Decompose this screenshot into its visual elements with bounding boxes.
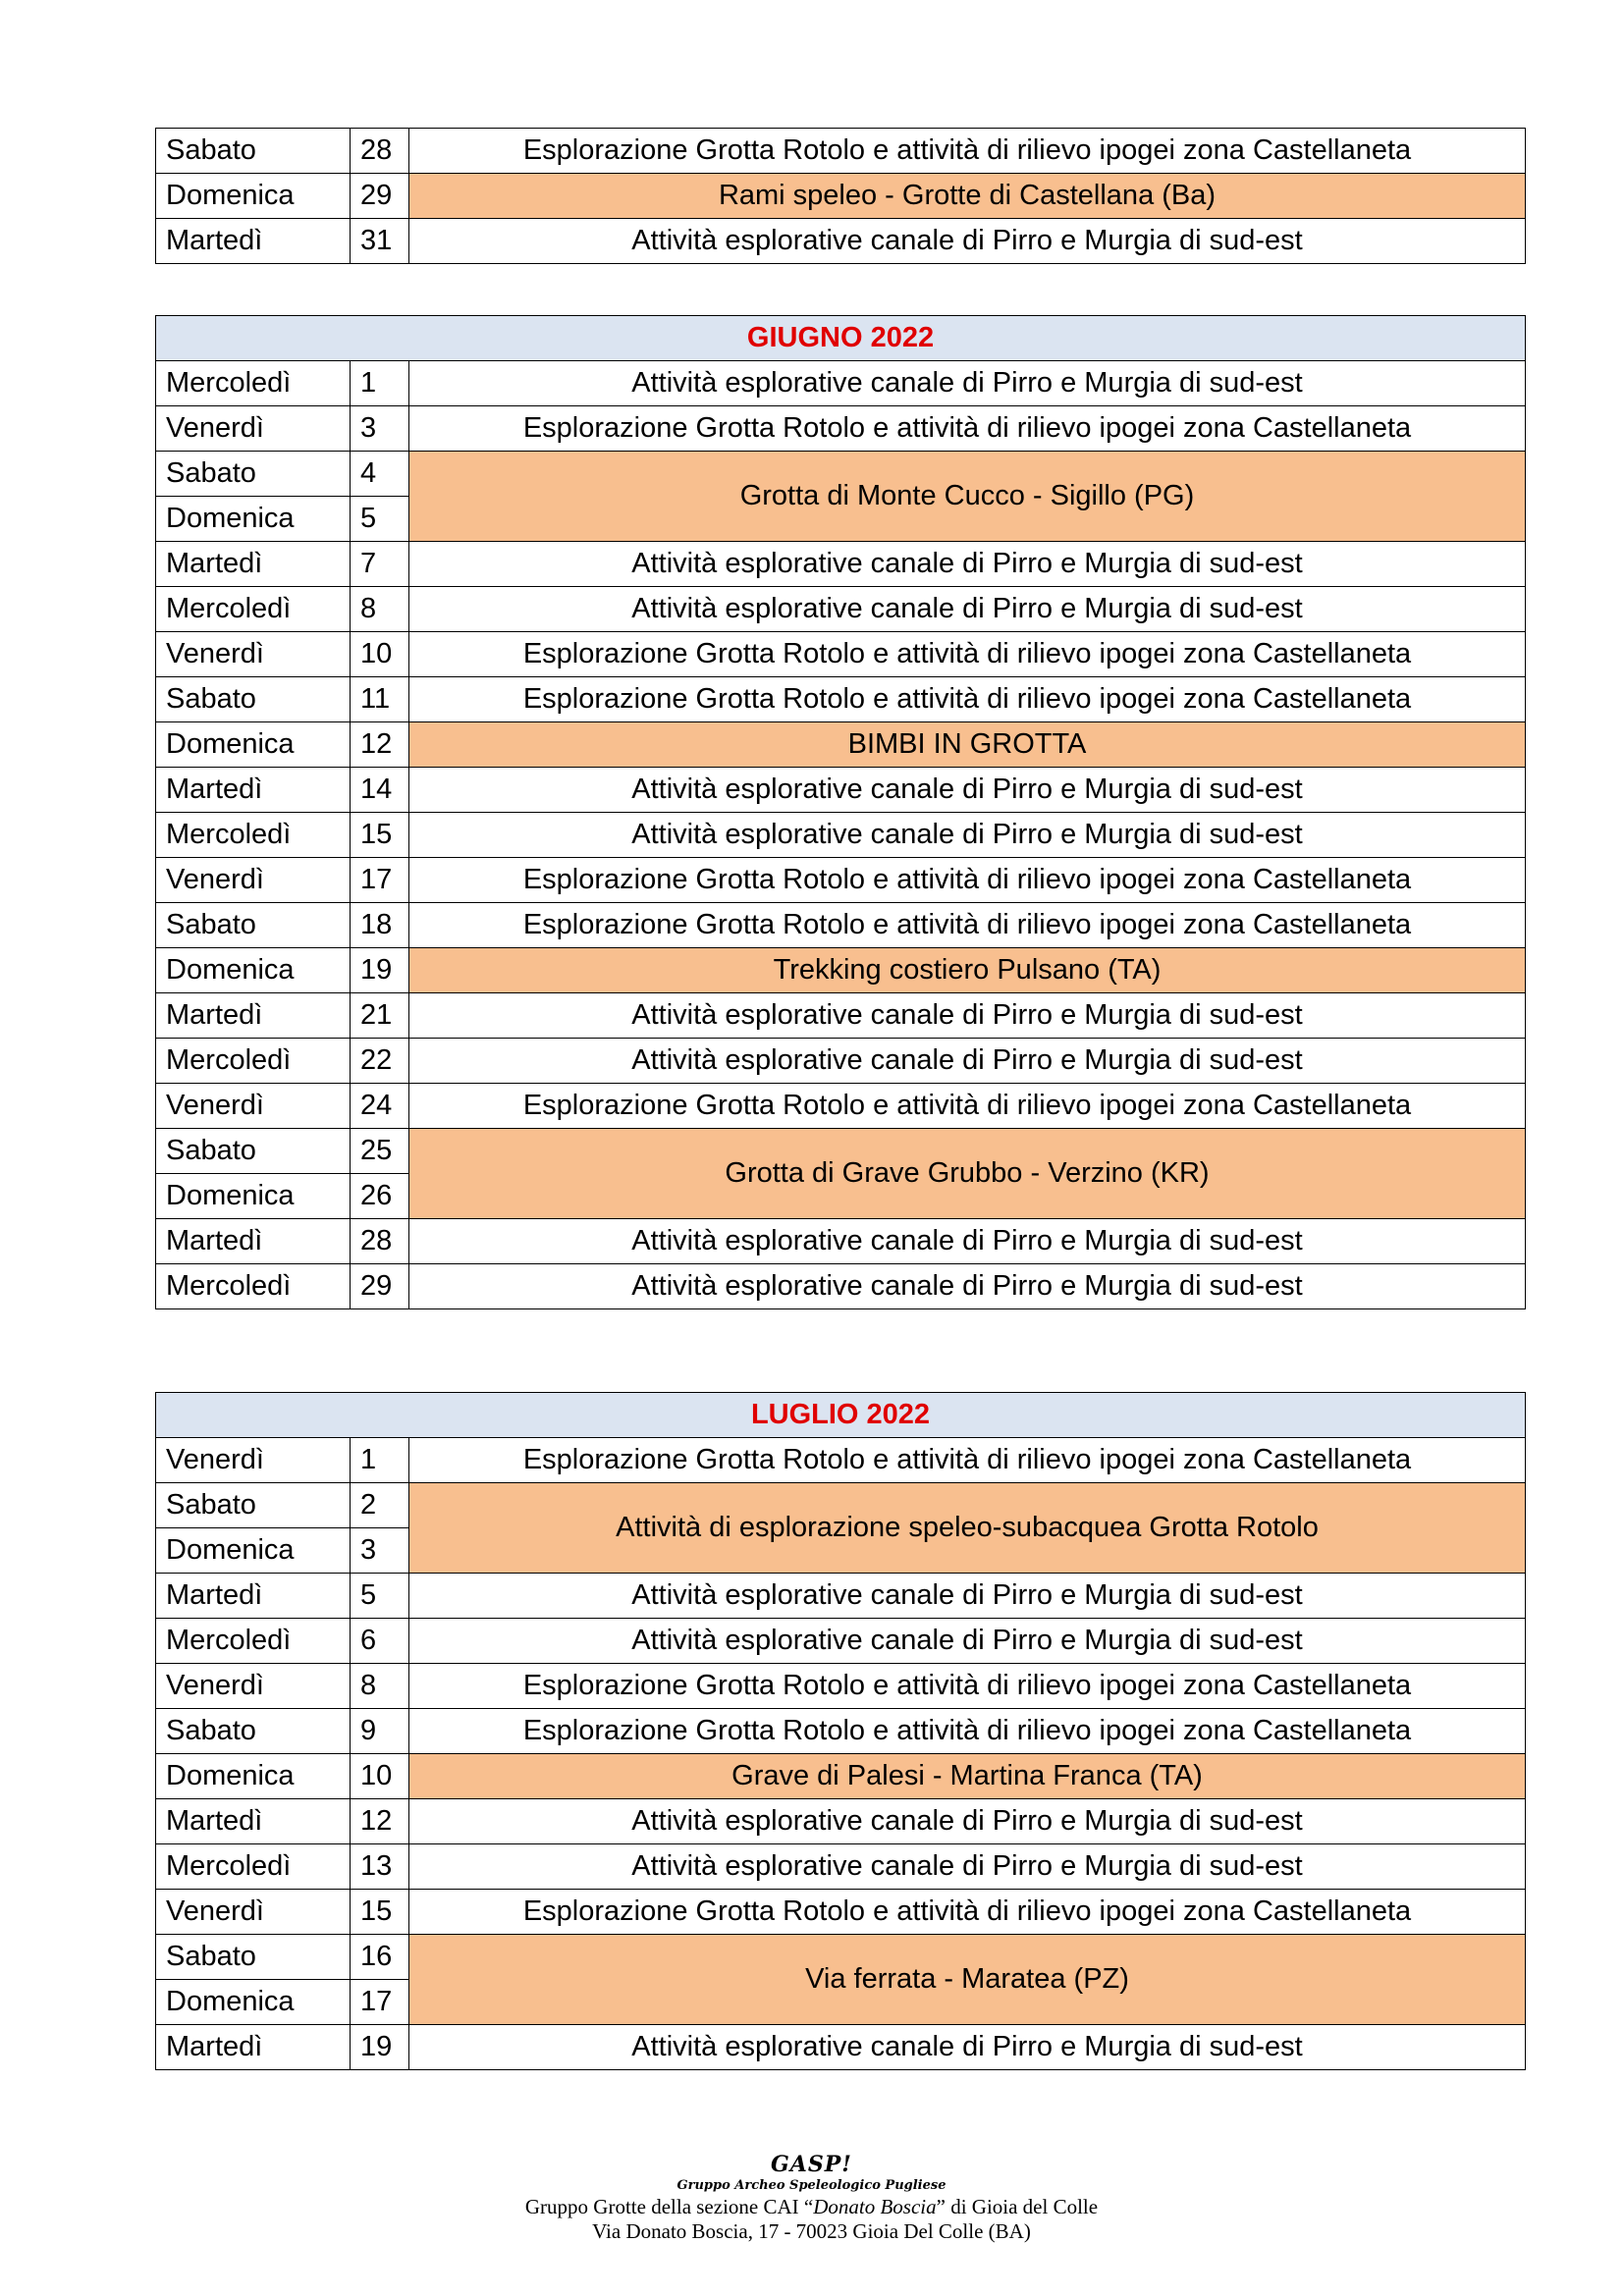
day-cell: Martedì bbox=[156, 993, 351, 1039]
date-cell: 11 bbox=[351, 677, 409, 722]
activity-cell: Esplorazione Grotta Rotolo e attività di rilievo ipogei zona Castellaneta bbox=[409, 677, 1526, 722]
schedule-table-may-end bbox=[155, 128, 1526, 264]
day-cell: Sabato bbox=[156, 1709, 351, 1754]
day-cell: Domenica bbox=[156, 174, 351, 219]
date-cell: 1 bbox=[351, 361, 409, 406]
day-cell: Venerdì bbox=[156, 406, 351, 452]
date-cell: 8 bbox=[351, 587, 409, 632]
date-cell: 19 bbox=[351, 2025, 409, 2070]
activity-cell: Attività esplorative canale di Pirro e Murgia di sud-est bbox=[409, 2025, 1526, 2070]
activity-cell: Attività esplorative canale di Pirro e Murgia di sud-est bbox=[409, 1039, 1526, 1084]
day-cell: Venerdì bbox=[156, 1664, 351, 1709]
table-row bbox=[156, 2025, 1526, 2070]
gasp-logo: GASP! bbox=[771, 2152, 852, 2177]
day-cell: Domenica bbox=[156, 948, 351, 993]
table-row bbox=[156, 1799, 1526, 1844]
day-cell: Mercoledì bbox=[156, 1264, 351, 1309]
day-cell: Mercoledì bbox=[156, 813, 351, 858]
date-cell: 7 bbox=[351, 542, 409, 587]
day-cell: Martedì bbox=[156, 219, 351, 264]
table-row bbox=[156, 1483, 1526, 1528]
activity-cell: Esplorazione Grotta Rotolo e attività di rilievo ipogei zona Castellaneta bbox=[409, 632, 1526, 677]
activity-cell: Attività esplorative canale di Pirro e Murgia di sud-est bbox=[409, 768, 1526, 813]
activity-cell: Attività esplorative canale di Pirro e Murgia di sud-est bbox=[409, 1219, 1526, 1264]
day-cell: Domenica bbox=[156, 722, 351, 768]
day-cell: Sabato bbox=[156, 129, 351, 174]
date-cell: 15 bbox=[351, 813, 409, 858]
day-cell: Venerdì bbox=[156, 1084, 351, 1129]
table-row bbox=[156, 1264, 1526, 1309]
day-cell: Mercoledì bbox=[156, 361, 351, 406]
table-row bbox=[156, 948, 1526, 993]
table-row bbox=[156, 993, 1526, 1039]
table-row bbox=[156, 1619, 1526, 1664]
table-row bbox=[156, 1935, 1526, 1980]
date-cell: 4 bbox=[351, 452, 409, 497]
schedule-table-july bbox=[155, 1392, 1526, 2070]
activity-cell: Esplorazione Grotta Rotolo e attività di rilievo ipogei zona Castellaneta bbox=[409, 1890, 1526, 1935]
table-row bbox=[156, 406, 1526, 452]
date-cell: 14 bbox=[351, 768, 409, 813]
footer-line1-pre: Gruppo Grotte della sezione CAI “ bbox=[524, 2195, 814, 2218]
day-cell: Sabato bbox=[156, 1483, 351, 1528]
day-cell: Sabato bbox=[156, 677, 351, 722]
activity-cell: Attività esplorative canale di Pirro e Murgia di sud-est bbox=[409, 1844, 1526, 1890]
schedule-table-june bbox=[155, 315, 1526, 1309]
activity-cell: Esplorazione Grotta Rotolo e attività di rilievo ipogei zona Castellaneta bbox=[409, 903, 1526, 948]
day-cell: Martedì bbox=[156, 1574, 351, 1619]
day-cell: Domenica bbox=[156, 497, 351, 542]
activity-cell: Esplorazione Grotta Rotolo e attività di rilievo ipogei zona Castellaneta bbox=[409, 1438, 1526, 1483]
day-cell: Mercoledì bbox=[156, 587, 351, 632]
page-footer bbox=[0, 2152, 1623, 2244]
activity-cell: Attività esplorative canale di Pirro e Murgia di sud-est bbox=[409, 813, 1526, 858]
table-row bbox=[156, 219, 1526, 264]
table-row bbox=[156, 542, 1526, 587]
date-cell: 10 bbox=[351, 632, 409, 677]
date-cell: 29 bbox=[351, 174, 409, 219]
activity-cell: Attività esplorative canale di Pirro e Murgia di sud-est bbox=[409, 219, 1526, 264]
date-cell: 12 bbox=[351, 722, 409, 768]
table-row bbox=[156, 858, 1526, 903]
day-cell: Martedì bbox=[156, 542, 351, 587]
activity-cell: Attività esplorative canale di Pirro e Murgia di sud-est bbox=[409, 1574, 1526, 1619]
date-cell: 1 bbox=[351, 1438, 409, 1483]
day-cell: Sabato bbox=[156, 452, 351, 497]
table-row bbox=[156, 632, 1526, 677]
day-cell: Domenica bbox=[156, 1754, 351, 1799]
day-cell: Mercoledì bbox=[156, 1844, 351, 1890]
day-cell: Mercoledì bbox=[156, 1039, 351, 1084]
day-cell: Sabato bbox=[156, 903, 351, 948]
table-row bbox=[156, 903, 1526, 948]
date-cell: 17 bbox=[351, 858, 409, 903]
date-cell: 16 bbox=[351, 1935, 409, 1980]
month-header-row bbox=[156, 316, 1526, 361]
activity-cell-highlighted: Via ferrata - Maratea (PZ) bbox=[409, 1935, 1526, 2025]
activity-cell-highlighted: Grotta di Monte Cucco - Sigillo (PG) bbox=[409, 452, 1526, 542]
table-row bbox=[156, 1709, 1526, 1754]
date-cell: 12 bbox=[351, 1799, 409, 1844]
day-cell: Domenica bbox=[156, 1528, 351, 1574]
date-cell: 13 bbox=[351, 1844, 409, 1890]
activity-cell-highlighted: Attività di esplorazione speleo-subacquea Grotta Rotolo bbox=[409, 1483, 1526, 1574]
day-cell: Domenica bbox=[156, 1980, 351, 2025]
date-cell: 22 bbox=[351, 1039, 409, 1084]
table-row bbox=[156, 1754, 1526, 1799]
date-cell: 3 bbox=[351, 1528, 409, 1574]
table-row bbox=[156, 1664, 1526, 1709]
table-row bbox=[156, 1890, 1526, 1935]
month-title: GIUGNO 2022 bbox=[156, 316, 1526, 361]
activity-cell: Attività esplorative canale di Pirro e Murgia di sud-est bbox=[409, 1264, 1526, 1309]
footer-line1-name: Donato Boscia bbox=[813, 2195, 937, 2218]
table-row bbox=[156, 768, 1526, 813]
table-row bbox=[156, 1219, 1526, 1264]
table-row bbox=[156, 587, 1526, 632]
date-cell: 26 bbox=[351, 1174, 409, 1219]
table-row bbox=[156, 361, 1526, 406]
activity-cell-highlighted: Grave di Palesi - Martina Franca (TA) bbox=[409, 1754, 1526, 1799]
date-cell: 18 bbox=[351, 903, 409, 948]
day-cell: Martedì bbox=[156, 768, 351, 813]
date-cell: 5 bbox=[351, 1574, 409, 1619]
date-cell: 15 bbox=[351, 1890, 409, 1935]
table-row bbox=[156, 1438, 1526, 1483]
table-row bbox=[156, 1084, 1526, 1129]
activity-cell: Esplorazione Grotta Rotolo e attività di rilievo ipogei zona Castellaneta bbox=[409, 1084, 1526, 1129]
activity-cell: Esplorazione Grotta Rotolo e attività di rilievo ipogei zona Castellaneta bbox=[409, 1664, 1526, 1709]
day-cell: Venerdì bbox=[156, 632, 351, 677]
activity-cell-highlighted: BIMBI IN GROTTA bbox=[409, 722, 1526, 768]
activity-cell: Attività esplorative canale di Pirro e Murgia di sud-est bbox=[409, 587, 1526, 632]
day-cell: Venerdì bbox=[156, 858, 351, 903]
date-cell: 24 bbox=[351, 1084, 409, 1129]
table-row bbox=[156, 1844, 1526, 1890]
activity-cell: Attività esplorative canale di Pirro e Murgia di sud-est bbox=[409, 1619, 1526, 1664]
activity-cell: Esplorazione Grotta Rotolo e attività di rilievo ipogei zona Castellaneta bbox=[409, 129, 1526, 174]
activity-cell: Esplorazione Grotta Rotolo e attività di rilievo ipogei zona Castellaneta bbox=[409, 406, 1526, 452]
table-row bbox=[156, 1129, 1526, 1174]
activity-cell: Attività esplorative canale di Pirro e Murgia di sud-est bbox=[409, 1799, 1526, 1844]
date-cell: 21 bbox=[351, 993, 409, 1039]
day-cell: Martedì bbox=[156, 2025, 351, 2070]
day-cell: Martedì bbox=[156, 1219, 351, 1264]
date-cell: 3 bbox=[351, 406, 409, 452]
table-row bbox=[156, 677, 1526, 722]
date-cell: 25 bbox=[351, 1129, 409, 1174]
footer-line1-post: ” di Gioia del Colle bbox=[936, 2195, 1099, 2218]
date-cell: 19 bbox=[351, 948, 409, 993]
activity-cell-highlighted: Grotta di Grave Grubbo - Verzino (KR) bbox=[409, 1129, 1526, 1219]
activity-cell: Esplorazione Grotta Rotolo e attività di rilievo ipogei zona Castellaneta bbox=[409, 1709, 1526, 1754]
organization-name: Gruppo Archeo Speleologico Pugliese bbox=[676, 2178, 947, 2193]
activity-cell: Attività esplorative canale di Pirro e Murgia di sud-est bbox=[409, 542, 1526, 587]
table-row bbox=[156, 813, 1526, 858]
activity-cell-highlighted: Rami speleo - Grotte di Castellana (Ba) bbox=[409, 174, 1526, 219]
date-cell: 31 bbox=[351, 219, 409, 264]
activity-cell: Attività esplorative canale di Pirro e Murgia di sud-est bbox=[409, 361, 1526, 406]
table-row bbox=[156, 452, 1526, 497]
date-cell: 10 bbox=[351, 1754, 409, 1799]
date-cell: 5 bbox=[351, 497, 409, 542]
footer-address: Via Donato Boscia, 17 - 70023 Gioia Del Colle (BA) bbox=[592, 2219, 1031, 2243]
date-cell: 28 bbox=[351, 129, 409, 174]
table-row bbox=[156, 129, 1526, 174]
table-row bbox=[156, 1039, 1526, 1084]
day-cell: Venerdì bbox=[156, 1438, 351, 1483]
footer-cai-line bbox=[0, 2195, 1623, 2219]
activity-cell: Esplorazione Grotta Rotolo e attività di rilievo ipogei zona Castellaneta bbox=[409, 858, 1526, 903]
month-title: LUGLIO 2022 bbox=[156, 1393, 1526, 1438]
day-cell: Domenica bbox=[156, 1174, 351, 1219]
date-cell: 9 bbox=[351, 1709, 409, 1754]
date-cell: 17 bbox=[351, 1980, 409, 2025]
day-cell: Sabato bbox=[156, 1935, 351, 1980]
date-cell: 8 bbox=[351, 1664, 409, 1709]
table-row bbox=[156, 722, 1526, 768]
date-cell: 28 bbox=[351, 1219, 409, 1264]
day-cell: Sabato bbox=[156, 1129, 351, 1174]
day-cell: Mercoledì bbox=[156, 1619, 351, 1664]
day-cell: Venerdì bbox=[156, 1890, 351, 1935]
date-cell: 29 bbox=[351, 1264, 409, 1309]
date-cell: 2 bbox=[351, 1483, 409, 1528]
day-cell: Martedì bbox=[156, 1799, 351, 1844]
table-row bbox=[156, 174, 1526, 219]
activity-cell: Attività esplorative canale di Pirro e Murgia di sud-est bbox=[409, 993, 1526, 1039]
table-row bbox=[156, 1574, 1526, 1619]
activity-cell-highlighted: Trekking costiero Pulsano (TA) bbox=[409, 948, 1526, 993]
date-cell: 6 bbox=[351, 1619, 409, 1664]
month-header-row bbox=[156, 1393, 1526, 1438]
